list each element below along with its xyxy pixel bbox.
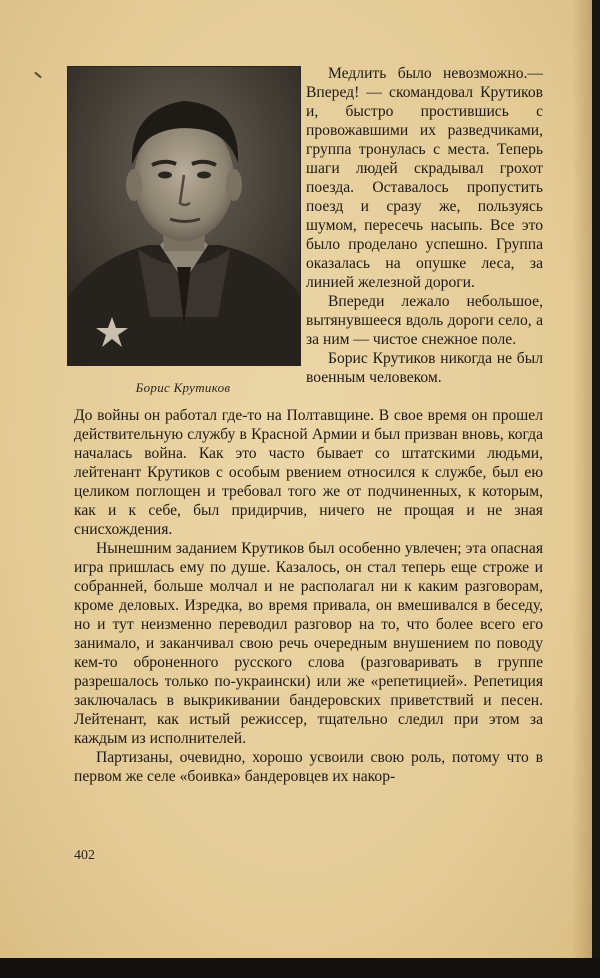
main-text — [74, 406, 543, 786]
paragraph: Партизаны, очевидно, хорошо усвоили свою роль, потому что в первом же селе «боивка» бандеровцев их накор- — [74, 749, 543, 785]
photo-caption: Борис Крутиков — [135, 380, 231, 395]
scan-border — [0, 958, 600, 978]
scan-mark — [34, 72, 41, 79]
page-number: 402 — [74, 848, 95, 863]
portrait-image — [68, 67, 300, 365]
paragraph: До войны он работал где-то на Полтавщине. В свое время он прошел действительную службу в Красной Армии и был призван вновь, когда началась война. Как это часто бывает со штатскими людьми, лейтенант Крутиков с особым рвением относился к службе, был ею целиком поглощен и требовал того же от подчиненных, к которым, как и к себе, был придирчив, ничего не прощая и не зная снисхождения. — [74, 407, 543, 538]
portrait-photo — [67, 66, 301, 366]
paragraph: Борис Крутиков никогда не был военным человеком. — [306, 350, 543, 386]
page-edge-shadow — [572, 0, 592, 968]
paragraph: Впереди лежало небольшое, вытянувшееся вдоль дороги село, а за ним — чистое снежное поле. — [306, 293, 543, 348]
paragraph: Медлить было невозможно.— Вперед! — скомандовал Крутиков и, быстро простившись с провожавшими их разведчиками, группа тронулась с места. Теперь шаги людей скрадывал грохот поезда. Оставалось пропустить поезд и сразу же, пользуясь шумом, пересечь насыпь. Все это было проделано успешно. Группа оказалась на опушке леса, за линией железной дороги. — [306, 65, 543, 291]
side-column-text — [306, 64, 543, 387]
paragraph: Нынешним заданием Крутиков был особенно увлечен; эта опасная игра пришлась ему по душе. Казалось, он стал теперь еще строже и собранней, больше молчал и не располагал ни к каким разговорам, кроме деловых. Изредка, во время привала, он вмешивался в беседу, но и тут неизменно переводил разговор на то, что более всего его занимало, и заканчивал свою речь очередным внушением по поводу кем-то оброненного русского слова (разговаривать в группе разрешалось только по-украински) или же «репетицией». Репетиция заключалась в выкрикивании бандеровских приветствий и песен. Лейтенант, как истый режиссер, тщательно следил при этом за каждым из исполнителей. — [74, 540, 543, 747]
